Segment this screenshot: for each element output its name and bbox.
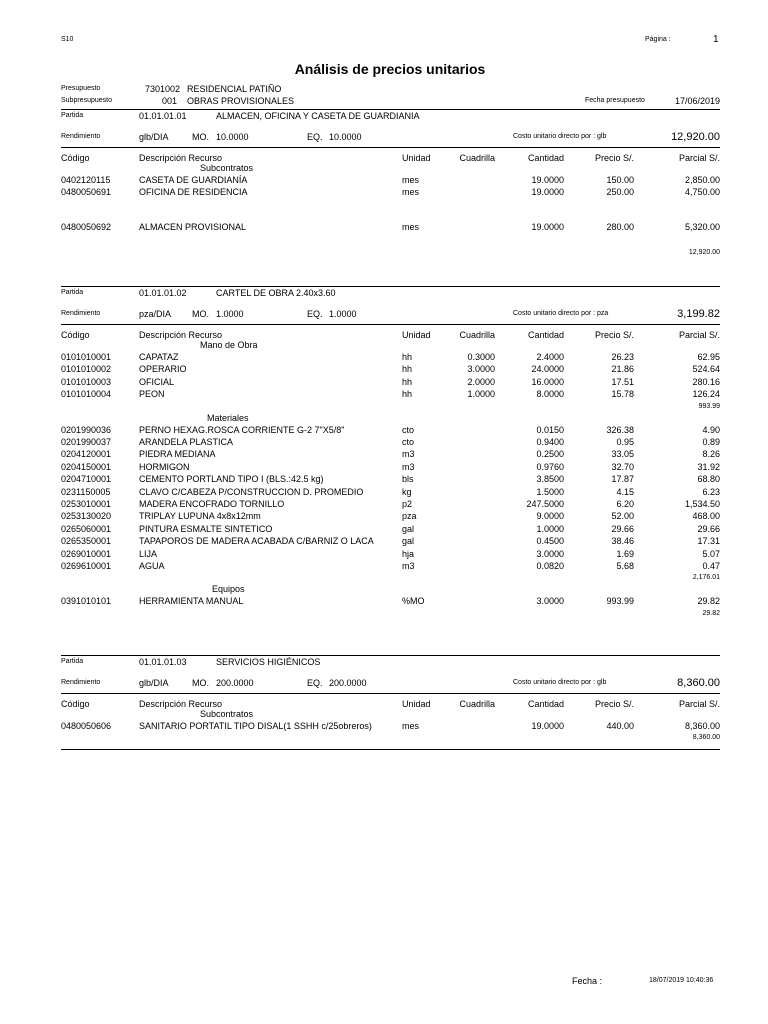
column-parcial: Parcial S/. [678,330,720,340]
eq-label: EQ. [307,132,323,142]
presupuesto-code: 7301002 [145,84,181,94]
row-unit: m3 [402,461,415,472]
row-code: 0201990036 [61,424,112,435]
row-description: HERRAMIENTA MANUAL [139,596,244,607]
eq-label: EQ. [307,309,323,319]
rendimiento-label: Rendimiento [61,679,101,686]
row-parcial: 280.16 [692,376,720,387]
mo-label: MO. [192,132,209,142]
row-unit: kg [402,486,412,497]
row-description: OFICINA DE RESIDENCIA [139,187,248,198]
row-parcial: 8.26 [702,449,720,460]
mo-value: 10.0000 [216,132,249,142]
partida-name: ALMACEN, OFICINA Y CASETA DE GUARDIANIA [216,111,420,121]
row-code: 0480050606 [61,721,112,731]
row-precio: 29.66 [611,523,634,534]
row-unit: cto [402,424,415,435]
row-precio: 32.70 [611,461,634,472]
row-description: PINTURA ESMALTE SINTETICO [139,523,273,534]
partida-top-rule [61,286,720,287]
row-parcial: 0.89 [702,437,720,447]
row-precio: 250.00 [606,187,634,198]
rendimiento-unit: glb/DIA [139,678,169,688]
column-codigo: Código [61,699,90,709]
row-code: 0201990037 [61,437,112,447]
row-code: 0265350001 [61,536,112,547]
row-cantidad: 0.4500 [536,536,564,547]
column-precio: Precio S/. [594,153,634,163]
column-header-rule [61,693,720,694]
column-parcial: Parcial S/. [678,699,720,709]
column-unidad: Unidad [402,330,431,340]
row-unit: hh [402,389,413,400]
column-cantidad: Cantidad [527,153,564,163]
page-label: Página : [645,36,671,43]
row-code: 0253130020 [61,511,112,522]
column-descripcion: Descripción Recurso [139,699,223,709]
costo-label: Costo unitario directo por : glb [513,679,607,686]
row-unit: gal [402,523,415,534]
column-codigo: Código [61,330,90,340]
row-precio: 4.15 [616,486,634,497]
fecha-presupuesto: 17/06/2019 [675,96,721,106]
row-cantidad: 2.4000 [536,352,564,362]
row-description: CEMENTO PORTLAND TIPO I (BLS.:42.5 kg) [139,474,324,485]
column-cantidad: Cantidad [527,699,564,709]
row-cantidad: 3.8500 [536,474,564,485]
column-header-rule [61,147,720,148]
partida-label: Partida [61,658,84,665]
row-code: 0480050692 [61,221,112,232]
row-unit: m3 [402,561,415,571]
row-cantidad: 9.0000 [536,511,564,522]
row-code: 0391010101 [61,596,112,607]
row-description: CLAVO C/CABEZA P/CONSTRUCCION D. PROMEDIO [139,486,364,497]
costo-label: Costo unitario directo por : glb [513,133,607,140]
partida-code: 01.01.01.01 [139,111,187,121]
system-label: S10 [61,36,74,43]
mo-value: 200.0000 [216,678,254,688]
row-unit: mes [402,175,420,185]
row-description: AGUA [139,561,165,571]
partida-name: SERVICIOS HIGIÉNICOS [216,657,321,667]
row-description: SANITARIO PORTATIL TIPO DISAL(1 SSHH c/25obreros) [139,721,372,731]
costo-value: 8,360.00 [677,677,720,689]
partida-label: Partida [61,289,84,296]
subpresupuesto-code: 001 [162,96,178,106]
row-code: 0101010004 [61,389,112,400]
mo-value: 1.0000 [216,309,244,319]
row-description: MADERA ENCOFRADO TORNILLO [139,499,285,509]
row-code: 0101010001 [61,352,112,362]
row-code: 0269610001 [61,561,112,571]
column-cuadrilla: Cuadrilla [459,153,495,163]
presupuesto-label: Presupuesto [61,85,101,92]
column-unidad: Unidad [402,153,431,163]
row-cantidad: 3.0000 [536,548,564,559]
costo-value: 12,920.00 [671,131,720,143]
row-precio: 5.68 [616,561,634,571]
row-parcial: 29.66 [697,523,720,534]
row-precio: 52.00 [611,511,634,522]
row-precio: 440.00 [606,721,634,731]
row-parcial: 29.82 [697,596,720,607]
eq-value: 10.0000 [329,132,362,142]
row-unit: hja [402,548,415,559]
row-cantidad: 19.0000 [531,221,564,232]
row-unit: m3 [402,449,415,460]
costo-value: 3,199.82 [677,308,720,320]
row-code: 0265060001 [61,523,112,534]
row-parcial: 68.80 [697,474,720,485]
row-parcial: 468.00 [692,511,720,522]
row-unit: mes [402,721,420,731]
rendimiento-label: Rendimiento [61,133,101,140]
column-cuadrilla: Cuadrilla [459,330,495,340]
partida-top-rule [61,109,720,110]
row-parcial: 2,850.00 [684,175,720,185]
group-subtotal: 8,360.00 [692,734,720,742]
row-description: ARANDELA PLASTICA [139,437,234,447]
row-description: CASETA DE GUARDIANÍA [139,175,248,185]
row-code: 0480050691 [61,187,112,198]
row-parcial: 5,320.00 [684,221,720,232]
row-cantidad: 1.0000 [536,523,564,534]
row-cantidad: 247.5000 [526,499,564,509]
row-precio: 15.78 [611,389,634,400]
row-code: 0101010002 [61,364,112,375]
group-title: Subcontratos [200,709,254,719]
group-subtotal: 12,920.00 [688,249,720,257]
column-cantidad: Cantidad [527,330,564,340]
row-parcial: 1,534.50 [684,499,720,509]
row-description: TAPAPOROS DE MADERA ACABADA C/BARNIZ O LACA [139,536,374,547]
row-cantidad: 24.0000 [531,364,564,375]
column-header-rule [61,324,720,325]
row-cuadrilla: 1.0000 [467,389,495,400]
row-cantidad: 19.0000 [531,175,564,185]
row-precio: 17.51 [611,376,634,387]
row-parcial: 524.64 [692,364,720,375]
partida-code: 01.01.01.02 [139,288,187,298]
group-subtotal: 993.99 [698,402,720,410]
partida-name: CARTEL DE OBRA 2.40x3.60 [216,288,336,298]
row-description: LIJA [139,548,158,559]
column-codigo: Código [61,153,90,163]
row-code: 0204120001 [61,449,112,460]
row-cantidad: 8.0000 [536,389,564,400]
row-code: 0269010001 [61,548,112,559]
mo-label: MO. [192,678,209,688]
page-title: Análisis de precios unitarios [294,61,486,77]
row-code: 0204150001 [61,461,112,472]
row-precio: 0.95 [616,437,634,447]
row-cantidad: 3.0000 [536,596,564,607]
row-description: PIEDRA MEDIANA [139,449,216,460]
page-number: 1 [713,34,719,45]
row-unit: pza [402,511,417,522]
row-unit: mes [402,221,420,232]
row-cantidad: 0.0150 [536,424,564,435]
row-unit: hh [402,364,413,375]
row-description: ALMACEN PROVISIONAL [139,221,247,232]
row-precio: 1.69 [616,548,634,559]
row-cuadrilla: 0.3000 [467,352,495,362]
row-cantidad: 19.0000 [531,721,564,731]
row-description: TRIPLAY LUPUNA 4x8x12mm [139,511,261,522]
row-cantidad: 0.9400 [536,437,564,447]
row-precio: 33.05 [611,449,634,460]
group-subtotal: 29.82 [702,609,720,617]
row-parcial: 0.47 [702,561,720,571]
row-unit: hh [402,376,413,387]
column-precio: Precio S/. [594,330,634,340]
row-description: PERNO HEXAG.ROSCA CORRIENTE G-2 7"X5/8" [139,424,345,435]
row-description: HORMIGON [139,461,190,472]
eq-value: 200.0000 [329,678,367,688]
row-precio: 21.86 [611,364,634,375]
row-parcial: 6.23 [702,486,720,497]
footer-fecha-label: Fecha : [572,976,603,986]
row-parcial: 8,360.00 [684,721,720,731]
row-precio: 993.99 [606,596,634,607]
row-unit: hh [402,352,413,362]
row-precio: 17.87 [611,474,634,485]
row-code: 0231150005 [61,486,111,497]
row-parcial: 62.95 [697,352,720,362]
group-subtotal: 2,176.01 [692,574,720,582]
row-precio: 150.00 [606,175,634,185]
rendimiento-unit: pza/DIA [139,309,172,319]
row-cantidad: 19.0000 [531,187,564,198]
column-descripcion: Descripción Recurso [139,330,223,340]
group-title: Subcontratos [200,163,254,173]
row-parcial: 5.07 [702,548,720,559]
eq-label: EQ. [307,678,323,688]
row-unit: bls [402,474,414,485]
row-parcial: 17.31 [697,536,720,547]
row-precio: 26.23 [611,352,634,362]
partida-bottom-rule [61,749,720,750]
row-description: OFICIAL [139,376,175,387]
row-unit: cto [402,437,415,447]
row-unit: gal [402,536,415,547]
row-cantidad: 0.2500 [536,449,564,460]
row-cantidad: 16.0000 [531,376,564,387]
row-cuadrilla: 3.0000 [467,364,495,375]
row-precio: 326.38 [606,424,634,435]
mo-label: MO. [192,309,209,319]
row-unit: p2 [402,499,413,509]
group-title: Materiales [207,412,249,423]
eq-value: 1.0000 [329,309,357,319]
column-precio: Precio S/. [594,699,634,709]
row-cantidad: 0.0820 [536,561,564,571]
group-title: Equipos [212,584,245,595]
subpresupuesto-name: OBRAS PROVISIONALES [187,96,295,106]
row-precio: 38.46 [611,536,634,547]
partida-code: 01.01.01.03 [139,657,187,667]
row-description: PEON [139,389,165,400]
presupuesto-name: RESIDENCIAL PATIÑO [187,84,282,94]
row-cantidad: 1.5000 [536,486,564,497]
fecha-presupuesto-label: Fecha presupuesto [585,97,645,104]
footer-fecha: 18/07/2019 10:40:36 [649,977,714,984]
row-parcial: 31.92 [697,461,720,472]
column-unidad: Unidad [402,699,431,709]
rendimiento-unit: glb/DIA [139,132,169,142]
row-precio: 6.20 [616,499,634,509]
column-parcial: Parcial S/. [678,153,720,163]
partida-label: Partida [61,112,84,119]
row-code: 0402120115 [61,175,111,185]
column-cuadrilla: Cuadrilla [459,699,495,709]
row-unit: mes [402,187,420,198]
column-descripcion: Descripción Recurso [139,153,223,163]
row-parcial: 4.90 [702,424,720,435]
row-parcial: 126.24 [692,389,720,400]
costo-label: Costo unitario directo por : pza [513,310,609,317]
row-parcial: 4,750.00 [684,187,720,198]
row-code: 0253010001 [61,499,112,509]
row-unit: %MO [402,596,425,607]
row-code: 0101010003 [61,376,112,387]
rendimiento-label: Rendimiento [61,310,101,317]
row-code: 0204710001 [61,474,112,485]
row-description: CAPATAZ [139,352,179,362]
row-precio: 280.00 [606,221,634,232]
subpresupuesto-label: Subpresupuesto [61,97,112,104]
group-title: Mano de Obra [200,340,258,350]
row-description: OPERARIO [139,364,187,375]
row-cantidad: 0.9760 [536,461,564,472]
row-cuadrilla: 2.0000 [467,376,495,387]
partida-top-rule [61,655,720,656]
